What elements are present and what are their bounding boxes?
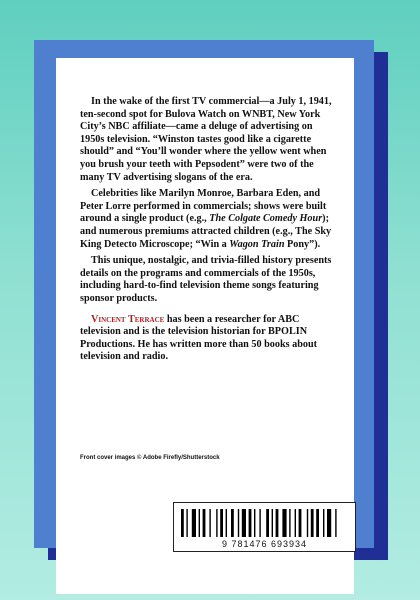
barcode-bar <box>327 509 331 537</box>
barcode-bar <box>203 509 206 537</box>
image-credit: Front cover images © Adobe Firefly/Shutterstock <box>80 455 220 461</box>
barcode-bar <box>282 509 286 537</box>
paragraph-author <box>80 314 332 364</box>
barcode-bar <box>316 509 319 537</box>
barcode-bar <box>226 509 227 537</box>
barcode-bar <box>181 509 184 537</box>
barcode-bar <box>266 509 269 537</box>
barcode-bar <box>216 509 217 537</box>
text-span: Celebrities like Marilyn Monroe, Barbara Eden, and Peter Lorre performed in commercials; shows were built around a single product (e.g., <box>80 188 327 225</box>
paragraph-celebrities <box>80 188 332 251</box>
barcode-bar <box>311 509 314 537</box>
barcode-bar <box>209 509 210 537</box>
barcode-bar <box>272 509 273 537</box>
author-name: Vincent Terrace <box>91 313 165 325</box>
paragraph-history: In the wake of the first TV commercial—a July 1, 1941, ten-second spot for Bulova Watch on WNBT, New York City’s NBC affiliate—came a deluge of advertising on 1950s television. “Winston tastes good like a cigarette should” and “You’ll wonder where the yellow went when you brush your teeth with Pepsodent” were two of the many TV advertising slogans of the era. <box>80 96 332 183</box>
show-title: Wagon Train <box>229 238 285 250</box>
barcode-bar <box>249 509 252 537</box>
barcode-bar <box>276 509 279 537</box>
barcode-bar <box>254 509 255 537</box>
barcode-bar <box>192 509 196 537</box>
text-span: ); and numerous premiums attracted children (e.g., The Sky King Detecto Microscope; “Win a <box>80 213 332 250</box>
paragraph-summary: This unique, nostalgic, and trivia-filled history presents details on the programs and commercials of the 1950s, including hard-to-find television theme songs featuring sponsor products. <box>80 255 332 304</box>
barcode-bar <box>242 509 246 537</box>
text-span: Pony”). <box>284 238 321 250</box>
back-cover-copy <box>80 96 332 368</box>
barcode-bar <box>299 509 302 537</box>
barcode-bar <box>259 509 260 537</box>
author-bio: has been a researcher for ABC television and is the television historian for BPOLIN Productions. He has written more than 50 books about television and radio. <box>80 313 318 363</box>
barcode-bar <box>199 509 200 537</box>
isbn-number: 9 781476 693934 <box>221 539 308 549</box>
barcode-bar <box>289 509 290 537</box>
barcode-bar <box>335 509 336 537</box>
barcode-bars <box>181 509 348 537</box>
barcode-bar <box>186 509 187 537</box>
barcode-bar <box>231 509 234 537</box>
barcode <box>173 502 356 552</box>
barcode-bar <box>220 509 223 537</box>
barcode-bar <box>295 509 296 537</box>
barcode-bar <box>238 509 239 537</box>
show-title: The Colgate Comedy Hour <box>209 213 323 225</box>
barcode-bar <box>307 509 308 537</box>
barcode-bar <box>323 509 324 537</box>
